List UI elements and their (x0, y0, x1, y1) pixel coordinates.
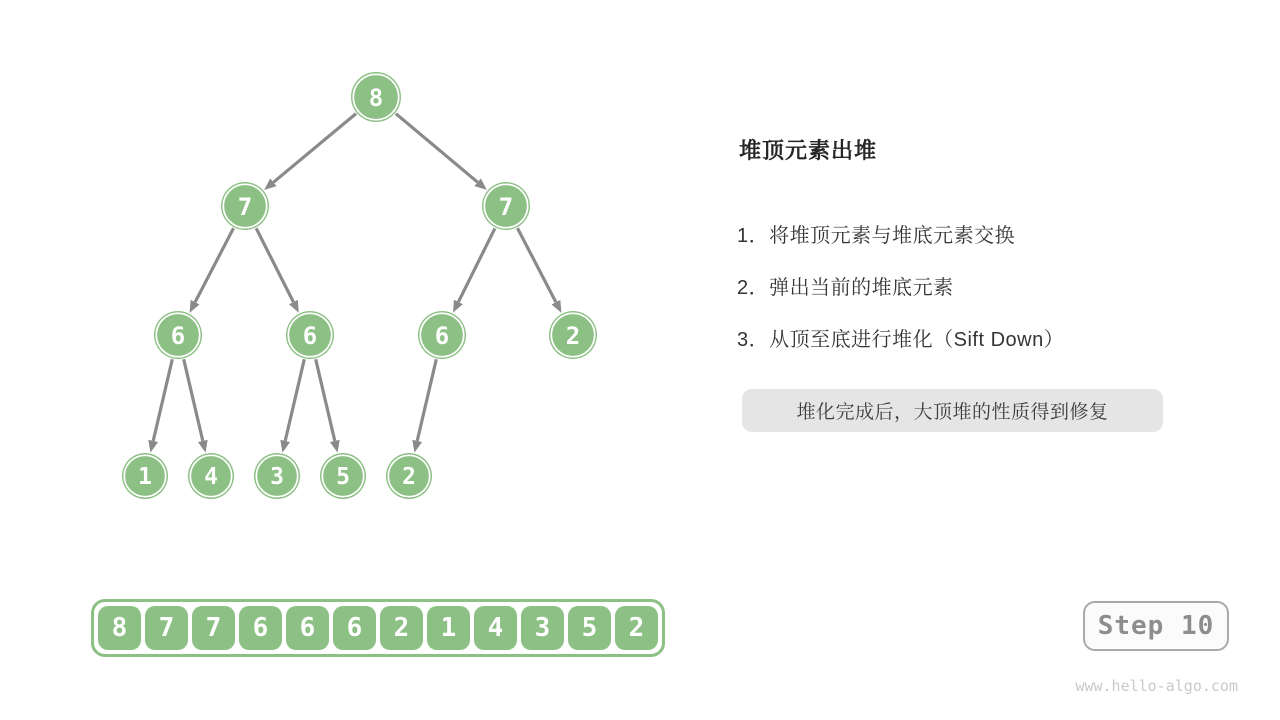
tree-edge (417, 359, 436, 441)
step-item-1: 1．将堆顶元素与堆底元素交换 (737, 225, 1016, 247)
note-text: 堆化完成后，大顶堆的性质得到修复 (796, 402, 1109, 423)
tree-node-value: 2 (402, 464, 416, 490)
tree-node (188, 453, 234, 499)
tree-node (122, 453, 168, 499)
tree-node-value: 1 (138, 464, 152, 490)
tree-edge (184, 359, 203, 441)
array-cell: 6 (333, 606, 376, 650)
tree-node-value: 4 (204, 464, 218, 490)
tree-node (286, 311, 334, 359)
array-cell: 5 (568, 606, 611, 650)
array-cell: 2 (380, 606, 423, 650)
array-cell: 8 (98, 606, 141, 650)
tree-node-value: 3 (270, 464, 284, 490)
tree-node (221, 182, 269, 230)
tree-node-value: 8 (368, 84, 384, 112)
tree-node (549, 311, 597, 359)
tree-edges (153, 114, 556, 441)
tree-edge (396, 114, 478, 183)
note-callout (742, 389, 1163, 432)
tree-node-value: 5 (336, 464, 350, 490)
step-badge: Step 10 (1083, 601, 1229, 651)
tree-node (386, 453, 432, 499)
watermark: www.hello-algo.com (1075, 677, 1238, 695)
step-item-3: 3．从顶至底进行堆化（Sift Down） (737, 329, 1065, 351)
tree-node (482, 182, 530, 230)
tree-edge (316, 359, 335, 441)
tree-node-value: 7 (498, 193, 514, 221)
array-cell: 1 (427, 606, 470, 650)
tree-node-value: 6 (170, 322, 186, 350)
tree-node-value: 2 (565, 322, 581, 350)
array-cell: 2 (615, 606, 658, 650)
tree-node-value: 6 (434, 322, 450, 350)
tree-edge (458, 228, 495, 302)
tree-node (154, 311, 202, 359)
heap-array (91, 599, 665, 657)
tree-node (418, 311, 466, 359)
array-cell: 6 (286, 606, 329, 650)
tree-edge (285, 359, 304, 441)
tree-node (351, 72, 401, 122)
tree-edge (256, 228, 293, 302)
array-cell: 4 (474, 606, 517, 650)
panel-title: 堆顶元素出堆 (739, 138, 878, 163)
array-cell: 7 (145, 606, 188, 650)
tree-edge (153, 359, 172, 441)
array-cell: 7 (192, 606, 235, 650)
array-cell: 6 (239, 606, 282, 650)
tree-edge (195, 228, 233, 302)
tree-node-value: 6 (302, 322, 318, 350)
tree-edge (273, 114, 356, 183)
tree-node-value: 7 (237, 193, 253, 221)
array-cell: 3 (521, 606, 564, 650)
step-item-2: 2．弹出当前的堆底元素 (737, 277, 954, 299)
tree-edge (518, 228, 556, 302)
tree-nodes (122, 72, 597, 499)
tree-node (254, 453, 300, 499)
tree-node (320, 453, 366, 499)
